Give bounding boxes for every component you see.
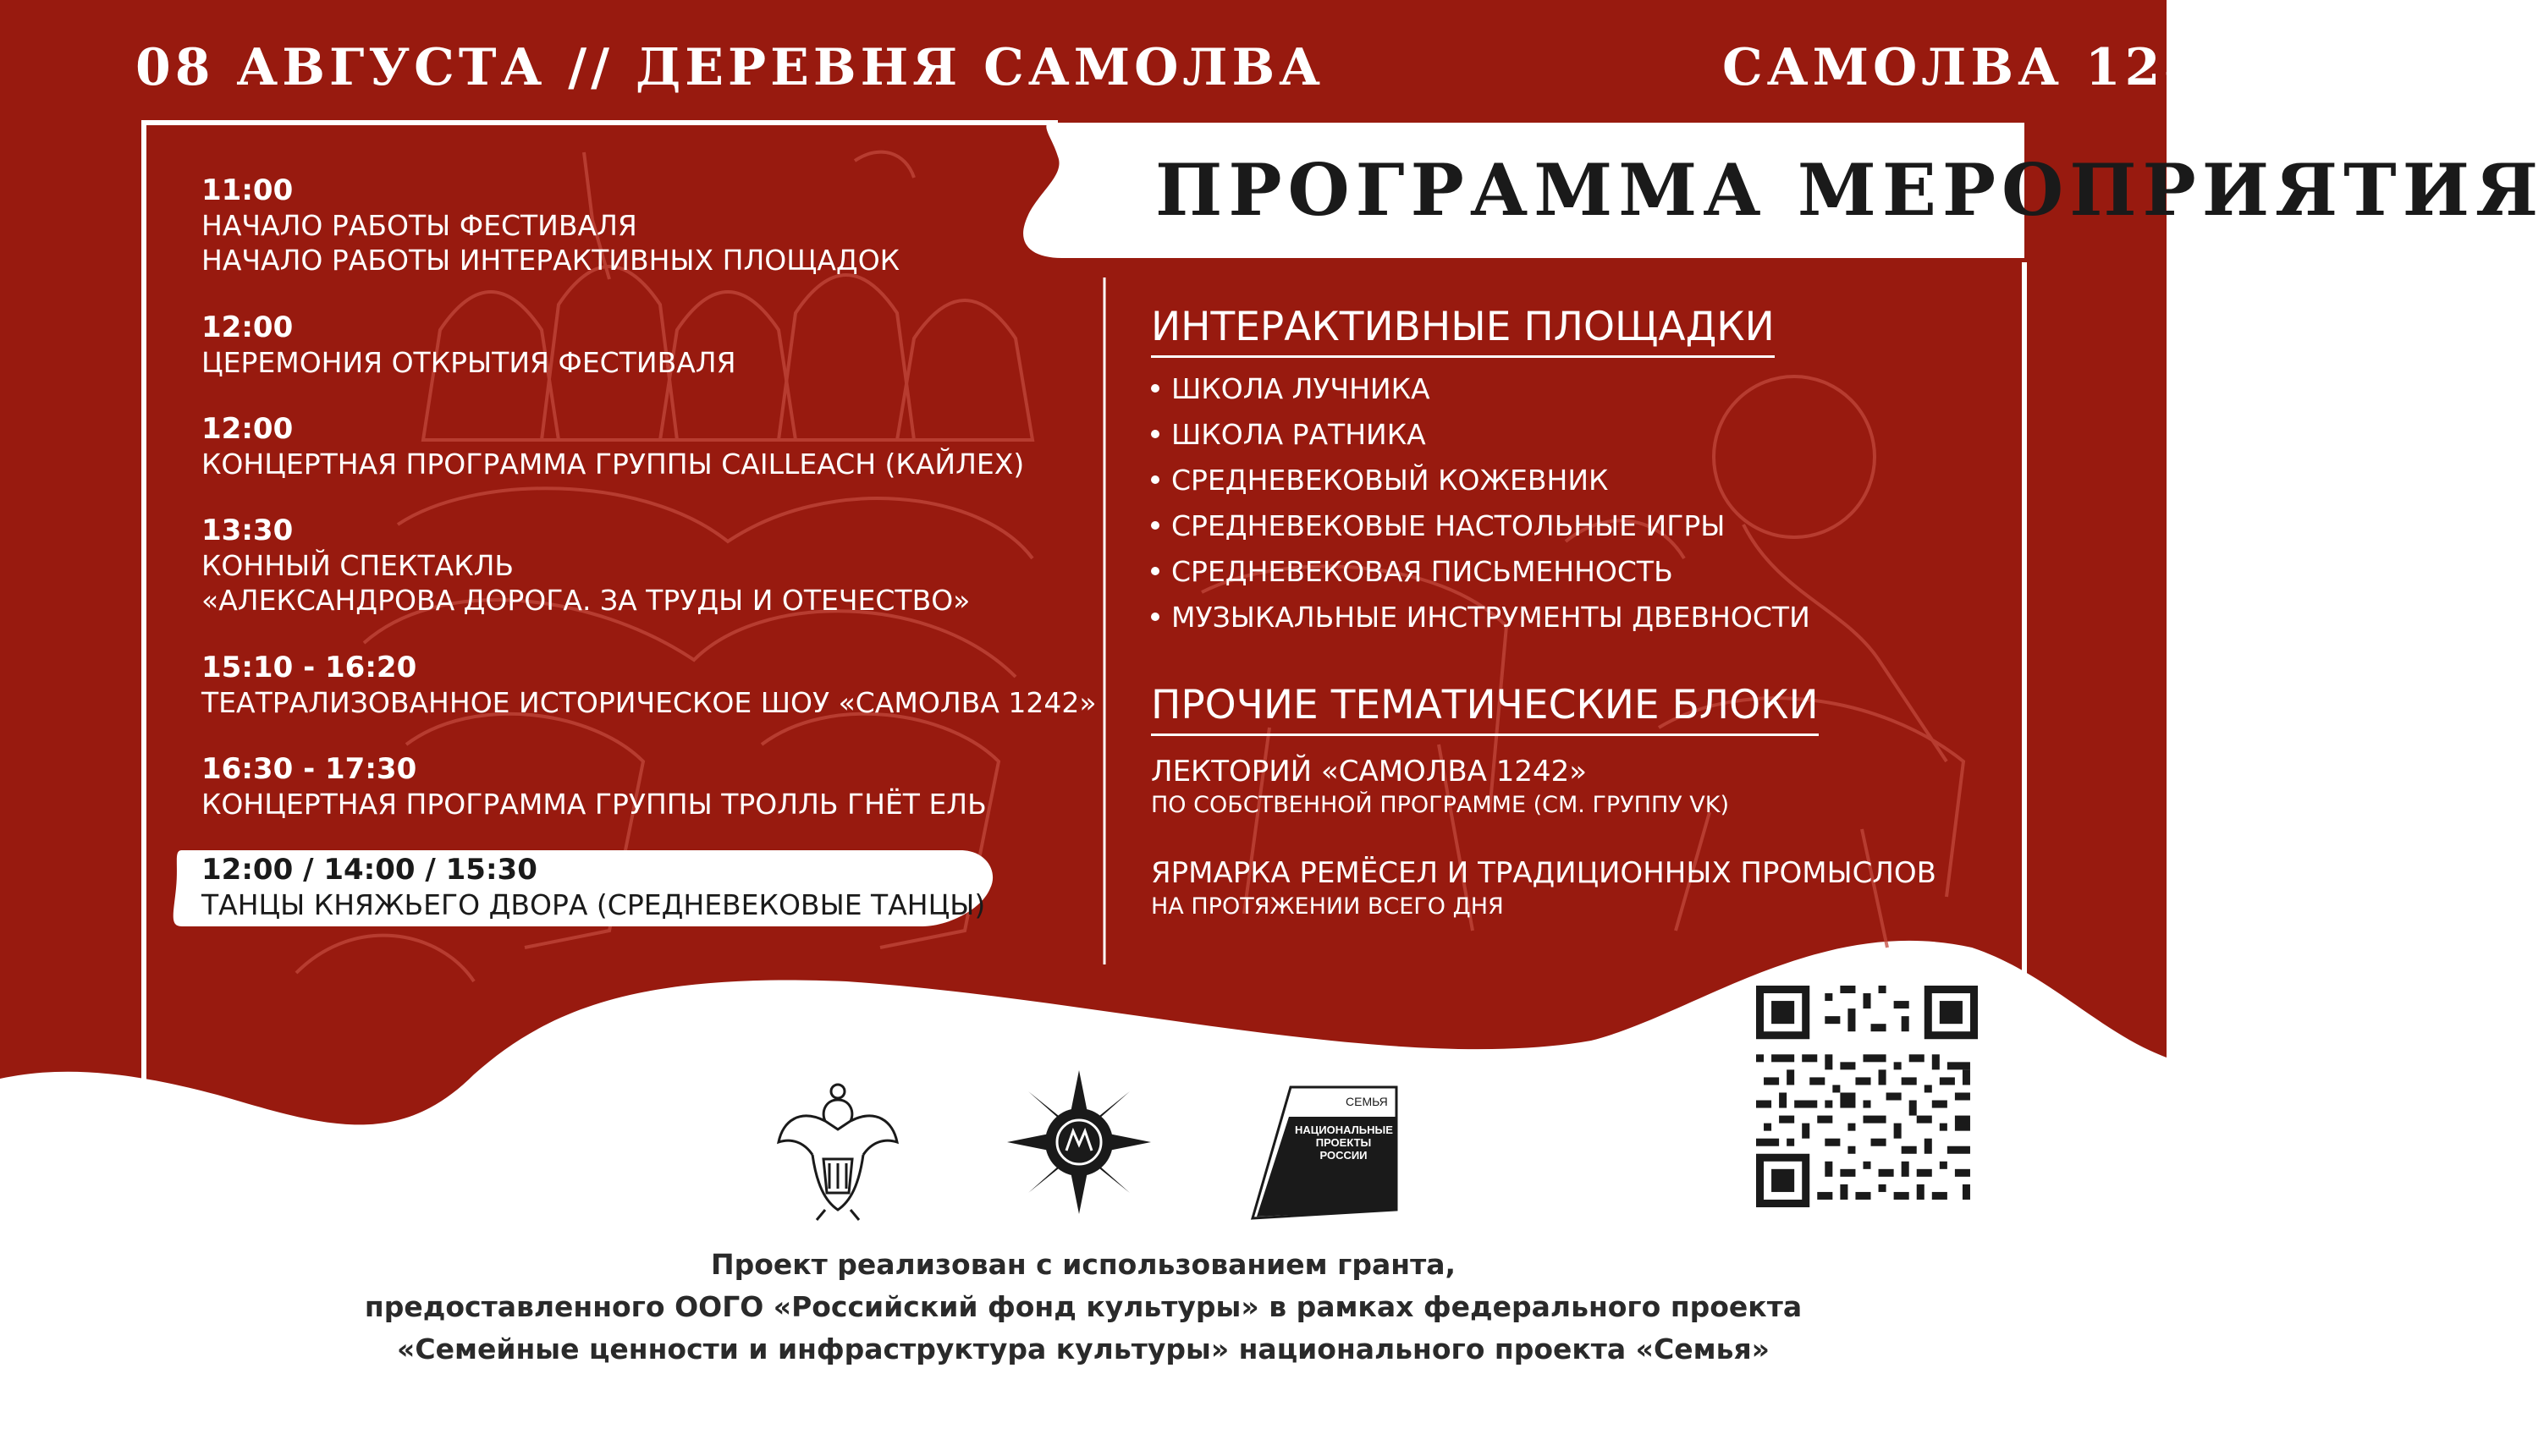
thematic-block <box>1151 854 1997 922</box>
schedule-line: КОННЫЙ СПЕКТАКЛЬ <box>201 549 515 582</box>
highlight-line: ТАНЦЫ КНЯЖЬЕГО ДВОРА (СРЕДНЕВЕКОВЫЕ ТАНЦЫ) <box>201 888 986 921</box>
schedule-time: 12:00 <box>201 412 294 446</box>
schedule-line: ТЕАТРАЛИЗОВАННОЕ ИСТОРИЧЕСКОЕ ШОУ «САМОЛВА 1242» <box>201 686 1097 719</box>
thematic-block-title: ЛЕКТОРИЙ «САМОЛВА 1242» <box>1151 755 1588 788</box>
bullet-icon <box>1151 521 1159 530</box>
national-projects-logo <box>1248 1083 1401 1218</box>
list-item-label: ШКОЛА РАТНИКА <box>1171 418 1426 451</box>
ministry-eagle-emblem-icon <box>774 1074 901 1222</box>
schedule-list <box>201 173 1097 854</box>
thematic-block-sub: НА ПРОТЯЖЕНИИ ВСЕГО ДНЯ <box>1151 893 1504 920</box>
bullet-icon <box>1151 430 1159 438</box>
list-item <box>1151 503 1997 549</box>
schedule-line: НАЧАЛО РАБОТЫ ИНТЕРАКТИВНЫХ ПЛОЩАДОК <box>201 244 900 277</box>
culture-fund-star-icon <box>1007 1070 1151 1214</box>
list-item-label: СРЕДНЕВЕКОВАЯ ПИСЬМЕННОСТЬ <box>1171 555 1673 588</box>
thematic-block-title: ЯРМАРКА РЕМЁСЕЛ И ТРАДИЦИОННЫХ ПРОМЫСЛОВ <box>1151 856 1936 890</box>
national-projects-label <box>1295 1124 1392 1162</box>
list-item <box>1151 595 1997 640</box>
bullet-icon <box>1151 475 1159 484</box>
highlight-time: 12:00 / 14:00 / 15:30 <box>201 853 537 887</box>
schedule-item <box>201 173 1048 310</box>
schedule-line: КОНЦЕРТНАЯ ПРОГРАММА ГРУППЫ ТРОЛЛЬ ГНЁТ ЕЛЬ <box>201 788 987 821</box>
list-item-label: СРЕДНЕВЕКОВЫЕ НАСТОЛЬНЫЕ ИГРЫ <box>1171 509 1726 542</box>
list-item <box>1151 549 1997 595</box>
schedule-item <box>201 310 1048 412</box>
highlight-schedule-item <box>178 846 994 931</box>
bullet-icon <box>1151 567 1159 575</box>
interactive-list <box>1151 366 1997 640</box>
grant-footer <box>0 1244 2167 1371</box>
header-date-location: 08 АВГУСТА // ДЕРЕВНЯ САМОЛВА <box>135 38 1325 97</box>
thematic-block-sub: ПО СОБСТВЕННОЙ ПРОГРАММЕ (СМ. ГРУППУ VK) <box>1151 792 1730 818</box>
schedule-item <box>201 514 1048 651</box>
schedule-time: 13:30 <box>201 514 294 547</box>
schedule-line: «АЛЕКСАНДРОВА ДОРОГА. ЗА ТРУДЫ И ОТЕЧЕСТВО» <box>201 584 971 617</box>
np-label-line: РОССИИ <box>1319 1149 1368 1162</box>
thematic-block <box>1151 753 1997 821</box>
family-label: СЕМЬЯ <box>1346 1095 1388 1108</box>
list-item-label: МУЗЫКАЛЬНЫЕ ИНСТРУМЕНТЫ ДВЕВНОСТИ <box>1171 601 1810 634</box>
schedule-time: 15:10 - 16:20 <box>201 651 417 684</box>
list-item <box>1151 366 1997 412</box>
schedule-line: КОНЦЕРТНАЯ ПРОГРАММА ГРУППЫ CAILLEACH (КАЙЛЕХ) <box>201 448 1025 481</box>
qr-code[interactable] <box>1756 986 1978 1207</box>
bullet-icon <box>1151 384 1159 393</box>
footer-line: «Семейные ценности и инфраструктура культуры» национального проекта «Семья» <box>397 1332 1770 1365</box>
list-item <box>1151 412 1997 458</box>
schedule-time: 16:30 - 17:30 <box>201 752 417 786</box>
bullet-icon <box>1151 613 1159 621</box>
program-title: ПРОГРАММА МЕРОПРИЯТИЯ <box>1155 148 2544 232</box>
right-column <box>1151 303 1997 922</box>
schedule-item <box>201 651 1097 752</box>
footer-line: предоставленного ООГО «Российский фонд культуры» в рамках федерального проекта <box>364 1290 1803 1323</box>
schedule-time: 12:00 <box>201 310 294 344</box>
footer-line: Проект реализован с использованием гранта, <box>710 1248 1456 1281</box>
header-event-name: САМОЛВА 1242 <box>1722 38 2244 97</box>
thematic-title: ПРОЧИЕ ТЕМАТИЧЕСКИЕ БЛОКИ <box>1151 681 1819 736</box>
list-item-label: ШКОЛА ЛУЧНИКА <box>1171 372 1430 405</box>
list-item-label: СРЕДНЕВЕКОВЫЙ КОЖЕВНИК <box>1171 464 1609 497</box>
np-label-line: ПРОЕКТЫ <box>1315 1136 1372 1149</box>
interactive-title: ИНТЕРАКТИВНЫЕ ПЛОЩАДКИ <box>1151 303 1775 358</box>
schedule-item <box>201 752 1048 854</box>
np-label-line: НАЦИОНАЛЬНЫЕ <box>1295 1124 1393 1136</box>
schedule-line: ЦЕРЕМОНИЯ ОТКРЫТИЯ ФЕСТИВАЛЯ <box>201 346 736 379</box>
list-item <box>1151 458 1997 503</box>
schedule-time: 11:00 <box>201 173 294 207</box>
schedule-item <box>201 412 1048 514</box>
schedule-line: НАЧАЛО РАБОТЫ ФЕСТИВАЛЯ <box>201 209 637 242</box>
